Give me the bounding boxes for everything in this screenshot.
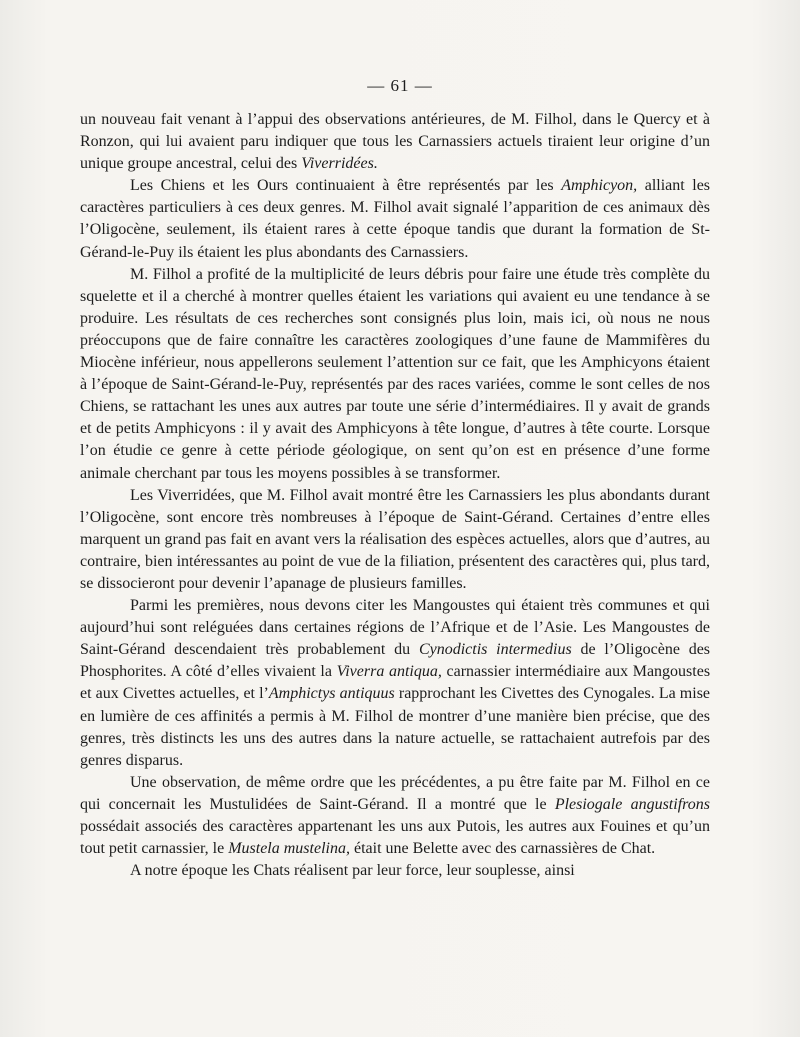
- paragraph-6: [80, 772, 710, 860]
- paragraph-1: [80, 109, 710, 175]
- paragraph-5: [80, 595, 710, 772]
- paragraph-2: [80, 175, 710, 263]
- paragraph-4: Les Viverridées, que M. Filhol avait montré être les Carnassiers les plus abondants durant l’Oligocène, sont encore très nombreuses à l’époque de Saint-Gérand. Certaines d’entre elles marquent un grand pas fait en avant vers la réalisation des espèces actuelles, alors que d’autres, au contraire, bien intéressantes au point de vue de la filiation, présentent des caractères qui, plus tard, se dissocieront pour devenir l’apanage de plusieurs familles.: [80, 486, 710, 592]
- italic-term-viverra: Viverra antiqua,: [336, 663, 442, 681]
- paragraph-7: A notre époque les Chats réalisent par leur force, leur souplesse, ainsi: [130, 862, 575, 880]
- paragraph-6-text-c: était une Belette avec des carnassières de Chat.: [353, 840, 656, 858]
- paragraph-6-text-b: possédait associés des caractères appartenant les uns aux Putois, les autres aux Fouines et qu’un tout petit carnassier, le: [80, 818, 710, 858]
- italic-term-mustela: Mustela mustelina,: [228, 840, 350, 858]
- paragraph-6-text-a: Une observation, de même ordre que les précédentes, a pu être faite par M. Filhol en ce qui concernait les Mustulidées de Saint-Gérand. Il a montré que le: [80, 773, 710, 813]
- italic-term-amphictys: Amphictys antiquus: [268, 685, 395, 703]
- page-number: — 61 —: [367, 76, 433, 95]
- paragraph-2-text-b: alliant les caractères particuliers à ces deux genres. M. Filhol avait signalé l’apparition de ces animaux dès l’Oligocène, seulement, ils étaient rares à cette époque tandis que durant la formation de St-Gérand-le-Puy ils étaient les plus abondants des Carnassiers.: [80, 177, 711, 261]
- paragraph-5-text-d: rapprochant les Civettes des Cynogales. La mise en lumière de ces affinités a permis à M. Filhol de montrer d’une manière bien précise, que des genres, très distincts les uns des autres dans la nature actuelle, se rattachaient autrefois par des genres disparus.: [80, 685, 711, 769]
- paragraph-5-text-c: carnassier intermédiaire aux Mangoustes et aux Civettes actuelles, et l’: [80, 663, 711, 703]
- paragraph-5-text-b: de l’Oligocène des Phosphorites. A côté d’elles vivaient la: [80, 641, 711, 681]
- italic-term-amphicyon: Amphicyon,: [561, 177, 638, 195]
- paragraph-2-text-a: Les Chiens et les Ours continuaient à être représentés par les: [130, 177, 554, 195]
- paragraph-5-text-a: Parmi les premières, nous devons citer les Mangoustes qui étaient très communes et qui aujourd’hui sont reléguées dans certaines régions de l’Afrique et de l’Asie. Les Mangoustes de Saint-Gérand descendaient très probablement du: [80, 597, 710, 659]
- italic-term-viverridees: Viverridées.: [301, 155, 378, 173]
- paragraph-1-text: un nouveau fait venant à l’appui des observations antérieures, de M. Filhol, dans le Quercy et à Ronzon, qui lui avaient paru indiquer que tous les Carnassiers actuels tiraient leur origine d’un unique groupe ancestral, celui des: [80, 111, 710, 173]
- italic-term-plesiogale: Plesiogale angustifrons: [554, 795, 710, 813]
- paragraph-3: M. Filhol a profité de la multiplicité de leurs débris pour faire une étude très complète du squelette et il a cherché à montrer quelles étaient les variations qui avaient eu une tendance à se produire. Les résultats de ces recherches sont consignés plus loin, mais ici, où nous ne nous préoccupons que de faire connaître les caractères zoologiques d’une faune de Mammifères du Miocène inférieur, nous appellerons seulement l’attention sur ce fait, que les Amphicyons étaient à l’époque de Saint-Gérand-le-Puy, représentés par des races variées, comme le sont celles de nos Chiens, se rattachant les unes aux autres par toute une série d’intermédiaires. Il y avait de grands et de petits Amphicyons : il y avait des Amphicyons à tête longue, d’autres à tête courte. Lorsque l’on étudie ce genre à cette période géologique, on sent qu’on est en présence d’une forme animale cherchant par tous les moyens possibles à se transformer.: [80, 265, 710, 482]
- body-text: [80, 109, 710, 882]
- italic-term-cynodictis: Cynodictis intermedius: [418, 641, 572, 659]
